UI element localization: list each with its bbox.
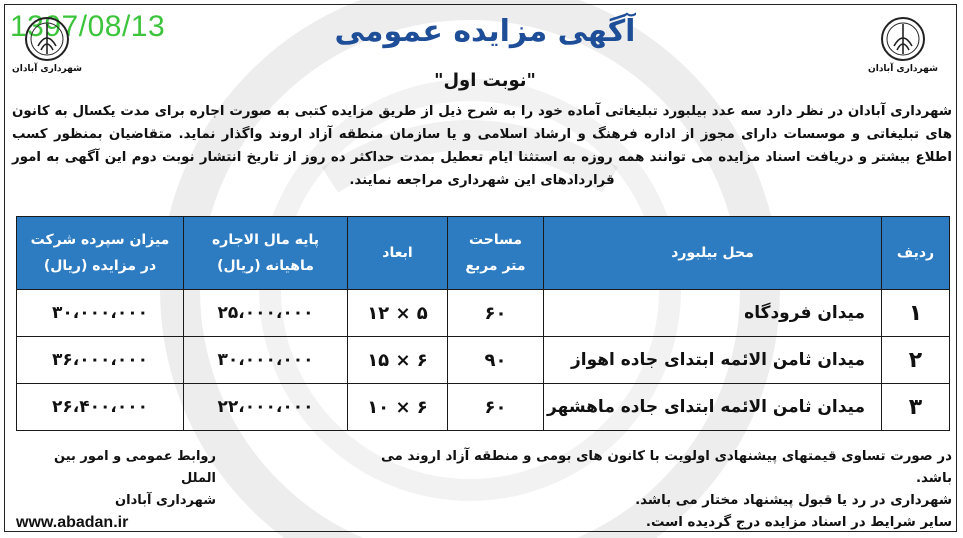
table-row	[17, 337, 950, 384]
row-number: ۱	[882, 290, 950, 337]
body-line: به امور قراردادهای این شهرداری مراجعه نمایند.	[12, 150, 615, 188]
body-line: به کانون های تبلیغاتی و موسسات دارای مجوز از اداره فرهنگ و ارشاد اسلامی و یا سازمان منطقه آزاد اروند واگذار نماید. متقاضیان بمنظور	[12, 104, 952, 142]
billboard-area: ۹۰	[448, 337, 544, 384]
billboard-dimensions: ۶ × ۱۰	[348, 384, 448, 431]
footer-note: در صورت تساوی قیمتهای پیشنهادی اولویت با کانون های بومی و منطقه آزاد اروند می باشد.	[380, 449, 952, 486]
deposit-amount: ۲۶،۴۰۰،۰۰۰	[17, 384, 184, 431]
signature-block	[16, 446, 216, 534]
base-rent: ۲۵،۰۰۰،۰۰۰	[184, 290, 348, 337]
footer-note: سایر شرایط در اسناد مزایده درج گردیده است.	[645, 515, 952, 530]
municipality-logo-left	[12, 16, 82, 88]
header-row-number: ردیف	[882, 217, 950, 290]
body-line: کسب اطلاع بیشتر و دریافت اسناد مزایده می توانند همه روزه به استثنا ایام تعطیل بمدت حداکثر ده روز از تاریخ انتشار نوبت دوم این آگهی	[12, 127, 952, 165]
notice-body	[12, 100, 952, 192]
publication-date: 1397/08/13	[10, 10, 166, 43]
header-location: محل بیلبورد	[544, 217, 882, 290]
table-row	[17, 384, 950, 431]
billboard-location: میدان ثامن الائمه ابتدای جاده اهواز	[544, 337, 882, 384]
logo-caption: شهرداری آبادان	[868, 64, 938, 74]
notice-title: آگهی مزایده عمومی	[334, 14, 636, 49]
emblem-icon	[880, 16, 926, 62]
notice-subtitle: "نوبت اول"	[434, 70, 536, 91]
header-deposit: میزان سپرده شرکت در مزایده (ریال)	[17, 217, 184, 290]
signature-department: روابط عمومی و امور بین الملل	[54, 449, 216, 486]
municipality-logo-right	[868, 16, 938, 88]
footer-notes	[380, 446, 952, 534]
billboard-location: میدان فرودگاه	[544, 290, 882, 337]
header-area: مساحت متر مربع	[448, 217, 544, 290]
deposit-amount: ۳۶،۰۰۰،۰۰۰	[17, 337, 184, 384]
signature-organization: شهرداری آبادان	[115, 493, 216, 508]
table-header-row	[17, 217, 950, 290]
row-number: ۲	[882, 337, 950, 384]
base-rent: ۲۲،۰۰۰،۰۰۰	[184, 384, 348, 431]
billboard-area: ۶۰	[448, 384, 544, 431]
logo-caption: شهرداری آبادان	[12, 64, 82, 74]
billboard-location: میدان ثامن الائمه ابتدای جاده ماهشهر	[544, 384, 882, 431]
billboard-dimensions: ۶ × ۱۵	[348, 337, 448, 384]
table-row	[17, 290, 950, 337]
footer-note: شهرداری در رد یا قبول پیشنهاد مختار می باشد.	[635, 493, 952, 508]
billboard-table	[16, 216, 950, 431]
emblem-icon	[24, 16, 70, 62]
base-rent: ۳۰،۰۰۰،۰۰۰	[184, 337, 348, 384]
header-dimensions: ابعاد	[348, 217, 448, 290]
header-base-rent: پایه مال الاجاره ماهیانه (ریال)	[184, 217, 348, 290]
billboard-dimensions: ۵ × ۱۲	[348, 290, 448, 337]
body-line: شهرداری آبادان در نظر دارد سه عدد بیلبورد تبلیغاتی آماده خود را به شرح ذیل از طریق مزایده کتبی به صورت اجاره برای مدت یکسال	[72, 104, 952, 119]
deposit-amount: ۳۰،۰۰۰،۰۰۰	[17, 290, 184, 337]
billboard-area: ۶۰	[448, 290, 544, 337]
row-number: ۳	[882, 384, 950, 431]
website-link[interactable]: www.abadan.ir	[16, 514, 129, 531]
